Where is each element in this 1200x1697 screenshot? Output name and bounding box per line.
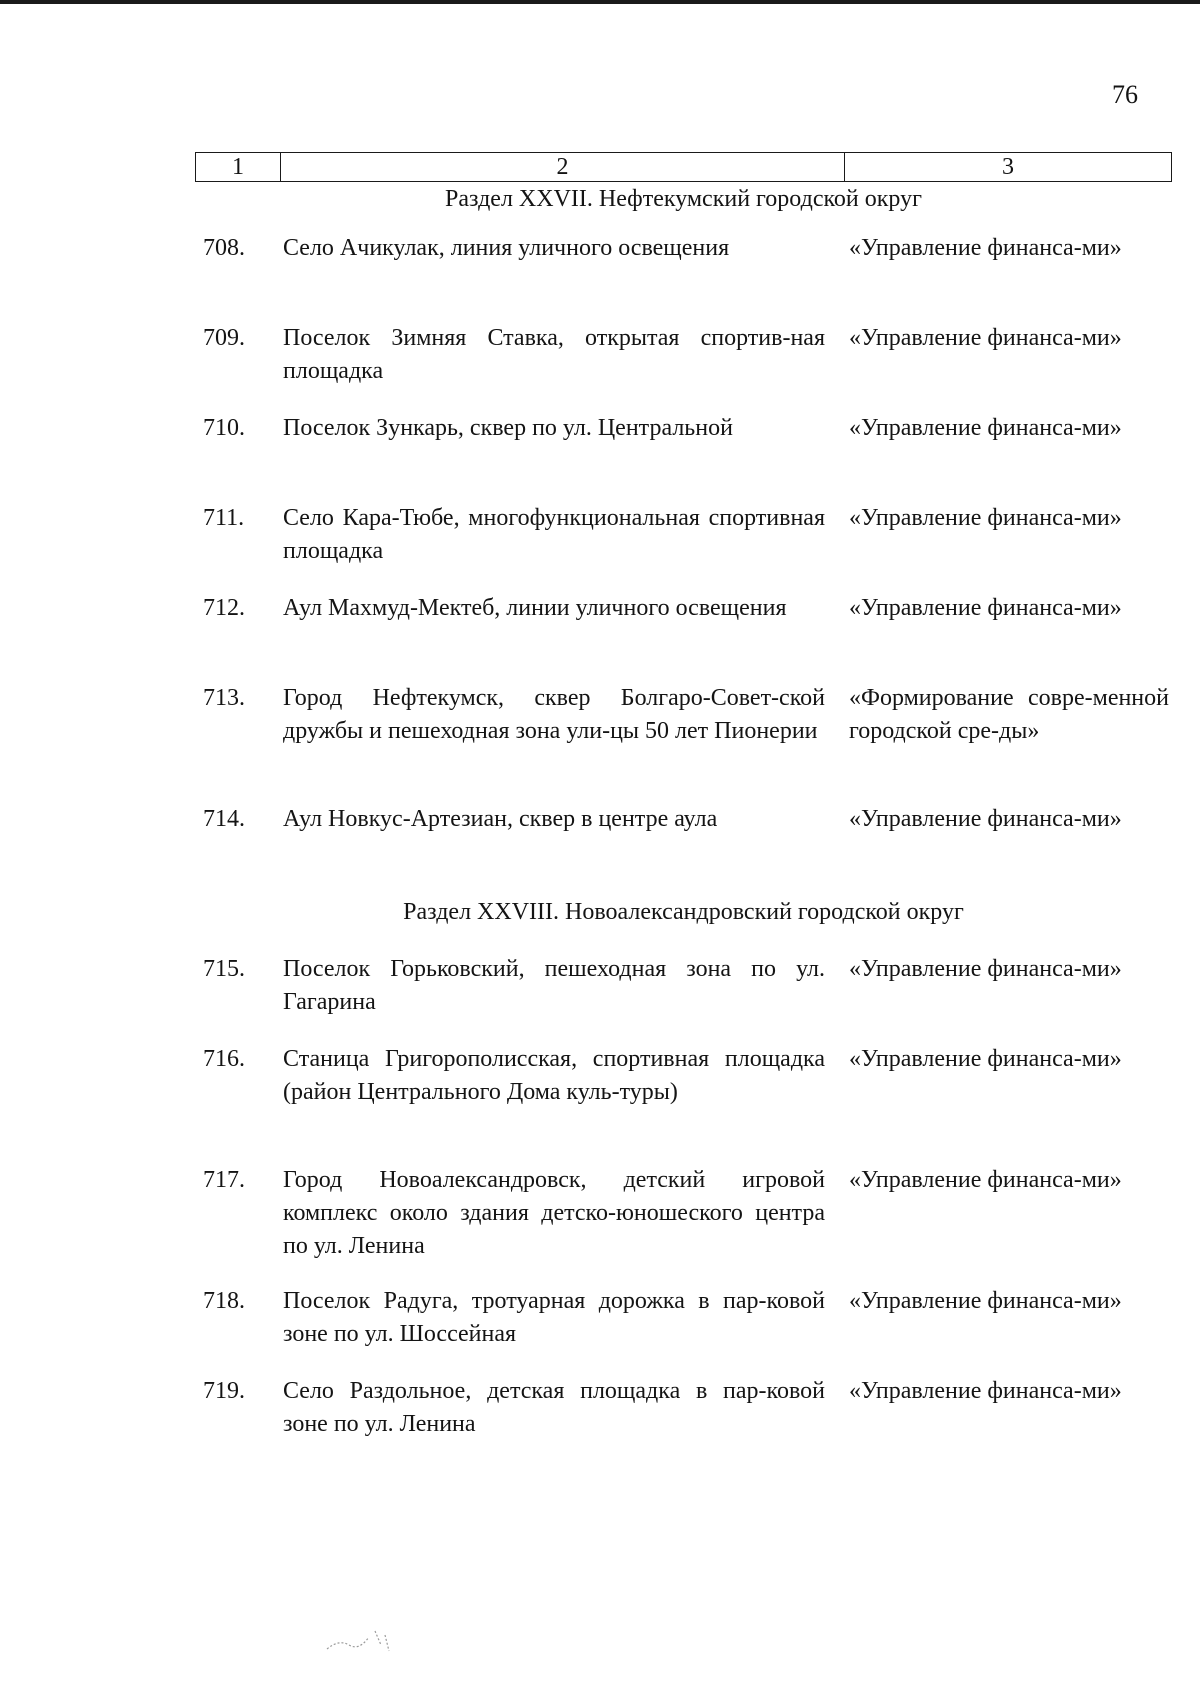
row-number: 714.	[203, 806, 245, 832]
row-description: Поселок Зимняя Ставка, открытая спортив-ная площадка	[283, 325, 825, 384]
row-number: 709.	[203, 325, 245, 351]
row-description: Село Ачикулак, линия уличного освещения	[283, 235, 730, 261]
row-description: Аул Новкус-Артезиан, сквер в центре аула	[283, 806, 718, 832]
top-border-line	[0, 0, 1200, 4]
table-header-col-1: 1	[232, 154, 244, 180]
row-number: 710.	[203, 415, 245, 441]
row-description: Село Раздольное, детская площадка в пар-ковой зоне по ул. Ленина	[283, 1378, 825, 1437]
table-header-col-2: 2	[280, 153, 844, 181]
row-program: «Управление финанса-ми»	[849, 1046, 1122, 1072]
row-program: «Управление финанса-ми»	[849, 595, 1122, 621]
page-number: 76	[1112, 80, 1138, 109]
row-program: «Управление финанса-ми»	[849, 1288, 1122, 1314]
row-program: «Управление финанса-ми»	[849, 325, 1122, 351]
row-program: «Управление финанса-ми»	[849, 505, 1122, 531]
row-program: «Формирование совре-менной городской сре-ды»	[849, 685, 1169, 744]
row-number: 711.	[203, 505, 245, 531]
row-number: 719.	[203, 1378, 245, 1404]
row-number: 715.	[203, 956, 245, 982]
row-number: 716.	[203, 1046, 245, 1072]
row-program: «Управление финанса-ми»	[849, 1378, 1122, 1404]
row-description: Село Кара-Тюбе, многофункциональная спортивная площадка	[283, 505, 825, 564]
row-program: «Управление финанса-ми»	[849, 235, 1122, 261]
row-description: Поселок Горьковский, пешеходная зона по ул. Гагарина	[283, 956, 825, 1015]
row-number: 708.	[203, 235, 245, 261]
row-number: 718.	[203, 1288, 245, 1314]
row-program: «Управление финанса-ми»	[849, 806, 1122, 832]
row-description: Аул Махмуд-Мектеб, линии уличного освещения	[283, 595, 787, 621]
table-header-col-3: 3	[844, 153, 1171, 181]
row-number: 717.	[203, 1167, 245, 1193]
row-program: «Управление финанса-ми»	[849, 956, 1122, 982]
row-description: Поселок Радуга, тротуарная дорожка в пар-ковой зоне по ул. Шоссейная	[283, 1288, 825, 1347]
row-program: «Управление финанса-ми»	[849, 1167, 1122, 1193]
row-number: 713.	[203, 685, 245, 711]
table-header	[195, 152, 1172, 182]
row-description: Город Новоалександровск, детский игровой комплекс около здания детско-юношеского центра по ул. Ленина	[283, 1167, 825, 1259]
scan-artifact-mark	[325, 1625, 395, 1655]
row-description: Станица Григорополисская, спортивная площадка (район Центрального Дома куль-туры)	[283, 1046, 825, 1105]
row-description: Город Нефтекумск, сквер Болгаро-Совет-ской дружбы и пешеходная зона ули-цы 50 лет Пионерии	[283, 685, 825, 744]
row-number: 712.	[203, 595, 245, 621]
row-program: «Управление финанса-ми»	[849, 415, 1122, 441]
row-description: Поселок Зункарь, сквер по ул. Центральной	[283, 415, 733, 441]
section-title: Раздел XXVIII. Новоалександровский городской округ	[403, 899, 964, 925]
section-title: Раздел XXVII. Нефтекумский городской округ	[445, 186, 922, 212]
